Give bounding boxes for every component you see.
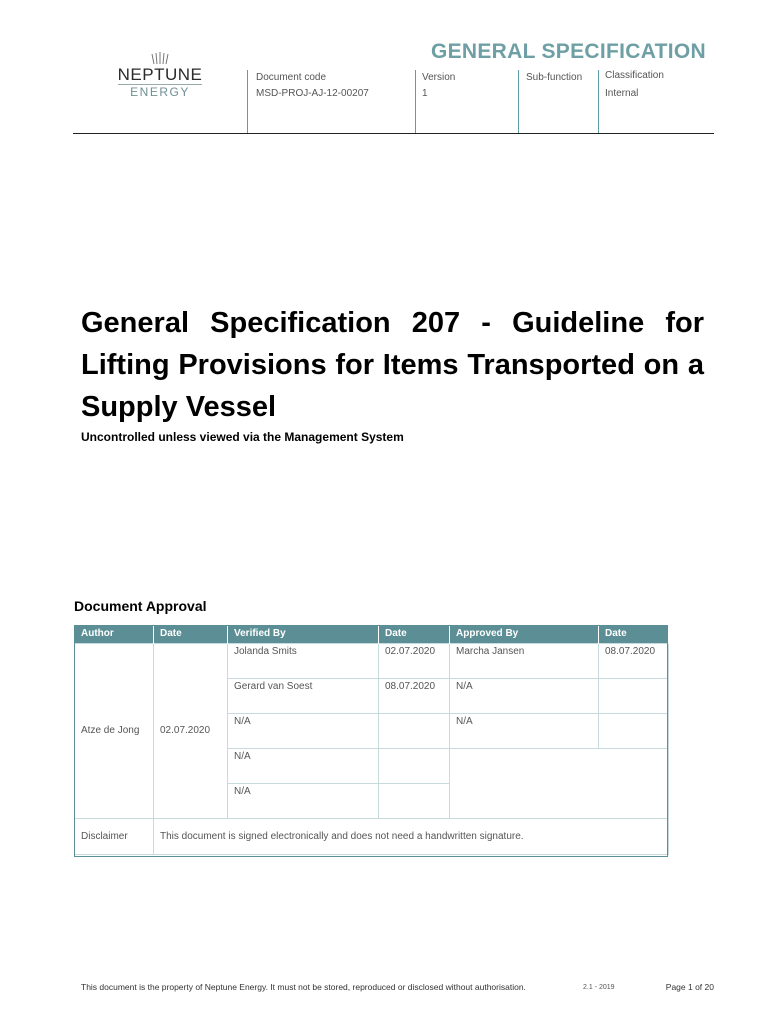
verified-by-cell: N/A bbox=[228, 783, 379, 818]
approved-by-cell: N/A bbox=[450, 678, 599, 713]
logo-name: NEPTUNE bbox=[117, 65, 203, 84]
header-divider bbox=[598, 70, 599, 133]
disclaimer-text: This document is signed electronically and does not need a handwritten signature. bbox=[154, 818, 669, 854]
document-code-value: MSD-PROJ-AJ-12-00207 bbox=[256, 88, 369, 99]
document-subtitle: Uncontrolled unless viewed via the Management System bbox=[81, 430, 404, 444]
column-header-verified-by: Verified By bbox=[228, 625, 379, 643]
approval-table bbox=[74, 625, 669, 855]
footer-page-number: Page 1 of 20 bbox=[665, 982, 714, 992]
table-row bbox=[75, 643, 669, 678]
approved-by-cell: N/A bbox=[450, 713, 599, 748]
company-logo bbox=[112, 52, 208, 99]
verified-by-cell: N/A bbox=[228, 748, 379, 783]
approved-date-cell: 08.07.2020 bbox=[599, 643, 669, 678]
verified-date-cell bbox=[379, 783, 450, 818]
document-type-title: GENERAL SPECIFICATION bbox=[430, 40, 706, 63]
header-rule bbox=[73, 133, 714, 134]
version-value: 1 bbox=[422, 88, 428, 99]
column-header-approved-by: Approved By bbox=[450, 625, 599, 643]
approval-heading: Document Approval bbox=[74, 598, 207, 614]
author-date-cell: 02.07.2020 bbox=[154, 643, 228, 818]
column-header-verified-date: Date bbox=[379, 625, 450, 643]
verified-date-cell: 02.07.2020 bbox=[379, 643, 450, 678]
table-header-row bbox=[75, 625, 669, 643]
header-divider bbox=[415, 70, 416, 133]
disclaimer-row bbox=[75, 818, 669, 854]
footer-revision: 2.1 - 2019 bbox=[583, 984, 615, 991]
verified-by-cell: Gerard van Soest bbox=[228, 678, 379, 713]
verified-date-cell bbox=[379, 748, 450, 783]
column-header-date: Date bbox=[154, 625, 228, 643]
column-header-approved-date: Date bbox=[599, 625, 669, 643]
sub-function-label: Sub-function bbox=[526, 72, 583, 83]
disclaimer-label: Disclaimer bbox=[75, 818, 154, 854]
header-divider bbox=[518, 70, 519, 133]
classification-label: Classification bbox=[605, 70, 664, 81]
header-divider bbox=[247, 70, 248, 133]
approved-by-cell: Marcha Jansen bbox=[450, 643, 599, 678]
document-code-label: Document code bbox=[256, 72, 327, 83]
column-header-author: Author bbox=[75, 625, 154, 643]
document-title: General Specification 207 - Guideline for Lifting Provisions for Items Transported on a Supply Vessel bbox=[81, 307, 704, 423]
approved-date-cell bbox=[599, 713, 669, 748]
logo-subtitle: ENERGY bbox=[130, 85, 190, 99]
trident-icon bbox=[150, 52, 170, 66]
footer-notice: This document is the property of Neptune Energy. It must not be stored, reproduced or disclosed without authorisation. bbox=[81, 982, 526, 992]
verified-date-cell bbox=[379, 713, 450, 748]
approved-date-cell bbox=[599, 678, 669, 713]
verified-date-cell: 08.07.2020 bbox=[379, 678, 450, 713]
verified-by-cell: Jolanda Smits bbox=[228, 643, 379, 678]
version-label: Version bbox=[422, 72, 456, 83]
empty-approval-cell bbox=[450, 748, 669, 818]
author-cell: Atze de Jong bbox=[75, 643, 154, 818]
classification-value: Internal bbox=[605, 88, 639, 99]
verified-by-cell: N/A bbox=[228, 713, 379, 748]
